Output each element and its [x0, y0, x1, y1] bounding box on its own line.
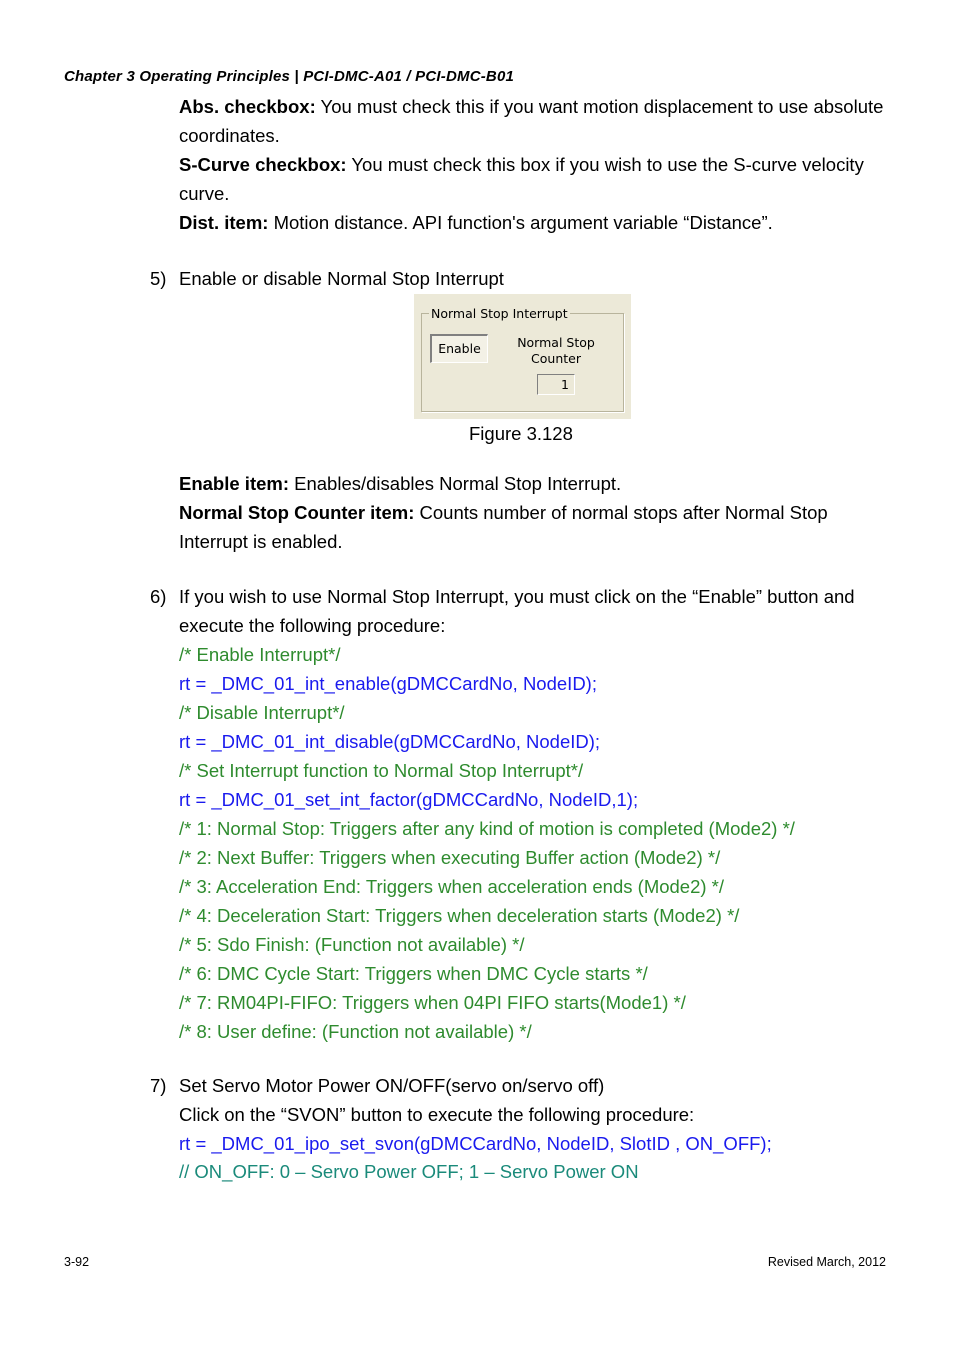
revision-date: Revised March, 2012 [767, 1255, 886, 1269]
comment-line: /* 4: Deceleration Start: Triggers when deceleration starts (Mode2) */ [179, 905, 740, 926]
counter-label-line1: Normal Stop [517, 335, 595, 350]
code-line: rt = _DMC_01_int_disable(gDMCCardNo, NodeID); [179, 731, 601, 752]
counter-item-label: Normal Stop Counter item: [179, 502, 415, 523]
normal-stop-counter-label [514, 335, 598, 367]
abs-checkbox-description [179, 92, 894, 150]
abs-checkbox-text: You must check this if you want motion displacement to use absolute coordinates. [179, 96, 884, 146]
counter-label-line2: Counter [531, 351, 581, 366]
enable-button[interactable]: Enable [430, 334, 488, 363]
comment-line: /* 7: RM04PI-FIFO: Triggers when 04PI FIFO starts(Mode1) */ [179, 992, 686, 1013]
comment-line: /* 6: DMC Cycle Start: Triggers when DMC Cycle starts */ [179, 963, 648, 984]
code-line: rt = _DMC_01_int_enable(gDMCCardNo, NodeID); [179, 673, 597, 694]
step7-text2: Click on the “SVON” button to execute the following procedure: [179, 1104, 695, 1125]
scurve-checkbox-text: You must check this box if you wish to use the S-curve velocity curve. [179, 154, 864, 204]
enable-item-label: Enable item: [179, 473, 289, 494]
step6-text: If you wish to use Normal Stop Interrupt, you must click on the “Enable” button and execute the following procedure: [179, 586, 855, 636]
figure-caption: Figure 3.128 [469, 423, 573, 444]
enable-item-description [179, 469, 894, 498]
scurve-checkbox-description [179, 150, 894, 208]
page-number: 3-92 [64, 1255, 90, 1269]
normal-stop-interrupt-dialog [414, 294, 631, 419]
counter-item-text: Counts number of normal stops after Normal Stop Interrupt is enabled. [179, 502, 828, 552]
step7-number: 7) [150, 1075, 167, 1096]
abs-checkbox-label: Abs. checkbox: [179, 96, 316, 117]
dist-item-description [179, 208, 894, 237]
dist-item-label: Dist. item: [179, 212, 269, 233]
comment-line: /* 8: User define: (Function not available) */ [179, 1021, 532, 1042]
comment-line: /* Disable Interrupt*/ [179, 702, 345, 723]
enable-item-text: Enables/disables Normal Stop Interrupt. [289, 473, 622, 494]
step6-number: 6) [150, 586, 167, 607]
dist-item-text: Motion distance. API function's argument variable “Distance”. [268, 212, 773, 233]
comment-line: /* 3: Acceleration End: Triggers when acceleration ends (Mode2) */ [179, 876, 725, 897]
comment-line: /* 2: Next Buffer: Triggers when executing Buffer action (Mode2) */ [179, 847, 721, 868]
counter-item-description [179, 498, 894, 556]
step7-code-line: rt = _DMC_01_ipo_set_svon(gDMCCardNo, NodeID, SlotID , ON_OFF); [179, 1133, 772, 1154]
normal-stop-counter-field: 1 [537, 374, 575, 395]
comment-line: /* 5: Sdo Finish: (Function not available) */ [179, 934, 525, 955]
comment-line: /* 1: Normal Stop: Triggers after any kind of motion is completed (Mode2) */ [179, 818, 795, 839]
chapter-header: Chapter 3 Operating Principles | PCI-DMC-A01 / PCI-DMC-B01 [64, 68, 515, 85]
comment-line: /* Enable Interrupt*/ [179, 644, 341, 665]
groupbox-title: Normal Stop Interrupt [431, 306, 568, 321]
step7-text: Set Servo Motor Power ON/OFF(servo on/servo off) [179, 1075, 605, 1096]
step7-note-line: // ON_OFF: 0 – Servo Power OFF; 1 – Servo Power ON [179, 1161, 639, 1182]
code-line: rt = _DMC_01_set_int_factor(gDMCCardNo, NodeID,1); [179, 789, 639, 810]
step5-text: Enable or disable Normal Stop Interrupt [179, 268, 504, 289]
comment-line: /* Set Interrupt function to Normal Stop Interrupt*/ [179, 760, 584, 781]
step5-number: 5) [150, 268, 167, 289]
scurve-checkbox-label: S-Curve checkbox: [179, 154, 347, 175]
